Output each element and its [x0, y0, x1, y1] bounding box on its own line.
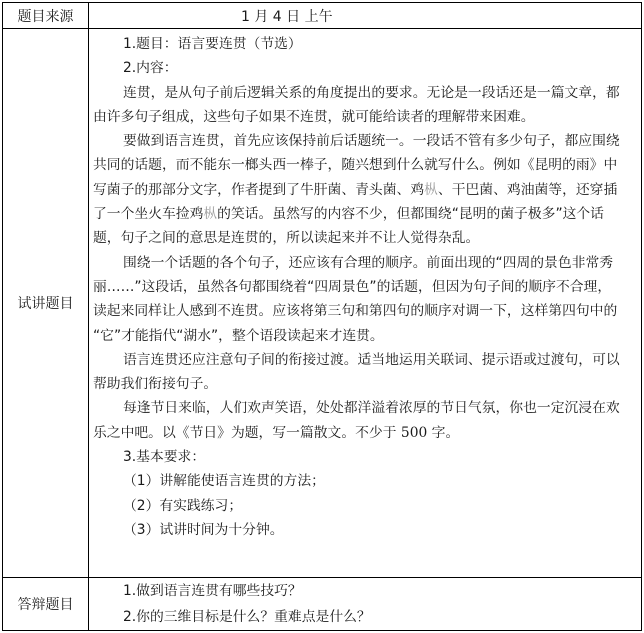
requirement-item: （3）试讲时间为十分钟。: [123, 521, 284, 538]
faint-character: 枞: [203, 206, 218, 223]
trial-row: [3, 29, 642, 578]
requirement-item: （1）讲解能使语言连贯的方法；: [123, 473, 325, 490]
paragraph-line: 共同的话题，而不能东一榔头西一棒子，随兴想到什么就写什么。例如《昆明的雨》中: [93, 157, 618, 174]
trial-label: 试讲题目: [3, 29, 89, 578]
text-segment: 乐之中吧。以《节日》为题，写一篇散文。不少于: [93, 424, 401, 441]
session-date: 1 月 4 日 上午: [89, 3, 642, 29]
defense-question: 2.你的三维目标是什么？重难点是什么？: [123, 609, 371, 625]
defense-row: [3, 578, 642, 631]
text-segment: 字。: [427, 424, 460, 441]
paragraph-line: 连贯，是从句子前后逻辑关系的角度提出的要求。无论是一段话还是一篇文章，都: [123, 84, 620, 101]
paragraph-line: [89, 178, 641, 202]
topic-title: 1.题目：语言要连贯（节选）: [123, 36, 302, 52]
paragraph-line: 帮助我们衔接句子。: [93, 376, 218, 393]
defense-label: 答辩题目: [3, 578, 89, 631]
paragraph-line: 丽……”这段话，虽然各句都围绕着“四周景色”的话题，但因为句子间的顺序不合理，: [93, 278, 612, 295]
requirement-item: （2）有实践练习；: [123, 497, 243, 514]
paragraph-line: 由许多句子组成，这些句子如果不连贯，就可能给读者的理解带来困难。: [93, 108, 535, 125]
defense-question: 1.做到语言连贯有哪些技巧？: [123, 583, 302, 599]
defense-content: [89, 578, 642, 631]
paragraph-line: 要做到语言连贯，首先应该保持前后话题统一。一段话不管有多少句子，都应围绕: [123, 133, 620, 150]
paragraph-line: 读起来同样让人感到不连贯。应该将第三句和第四句的顺序对调一下，这样第四句中的: [93, 303, 618, 320]
text-segment: 的笑话。虽然写的内容不少，但都围绕“昆明的菌子极多”这个话: [217, 206, 604, 223]
paragraph-line: [89, 421, 641, 445]
content-heading: 2.内容：: [123, 60, 178, 77]
word-count: 500: [400, 424, 428, 441]
text-segment: 、干巴菌、鸡油菌等，还穿插: [437, 181, 618, 198]
paragraph-line: “它”才能指代“湖水”，整个语段读起来才连贯。: [93, 327, 384, 344]
source-label: 题目来源: [3, 3, 89, 29]
paragraph-line: 语言连贯还应注意句子间的衔接过渡。适当地运用关联词、提示语或过渡句，可以: [123, 351, 620, 368]
paragraph-line: 题，句子之间的意思是连贯的，所以读起来并不让人觉得杂乱。: [93, 230, 480, 247]
exam-question-table: [2, 2, 642, 631]
paragraph-line: [89, 202, 641, 226]
faint-character: 枞: [424, 181, 438, 198]
paragraph-line: 围绕一个话题的各个句子，还应该有合理的顺序。前面出现的“四周的景色非常秀: [123, 254, 614, 271]
paragraph-line: 每逢节日来临，人们欢声笑语，处处都洋溢着浓厚的节日气氛，你也一定沉浸在欢: [123, 400, 620, 417]
requirements-heading: 3.基本要求：: [123, 449, 206, 466]
trial-content: [89, 29, 642, 578]
source-row: [3, 3, 642, 29]
text-segment: 写菌子的那部分文字，作者提到了牛肝菌、青头菌、鸡: [93, 181, 425, 198]
text-segment: 了一个坐火车捡鸡: [93, 206, 204, 223]
